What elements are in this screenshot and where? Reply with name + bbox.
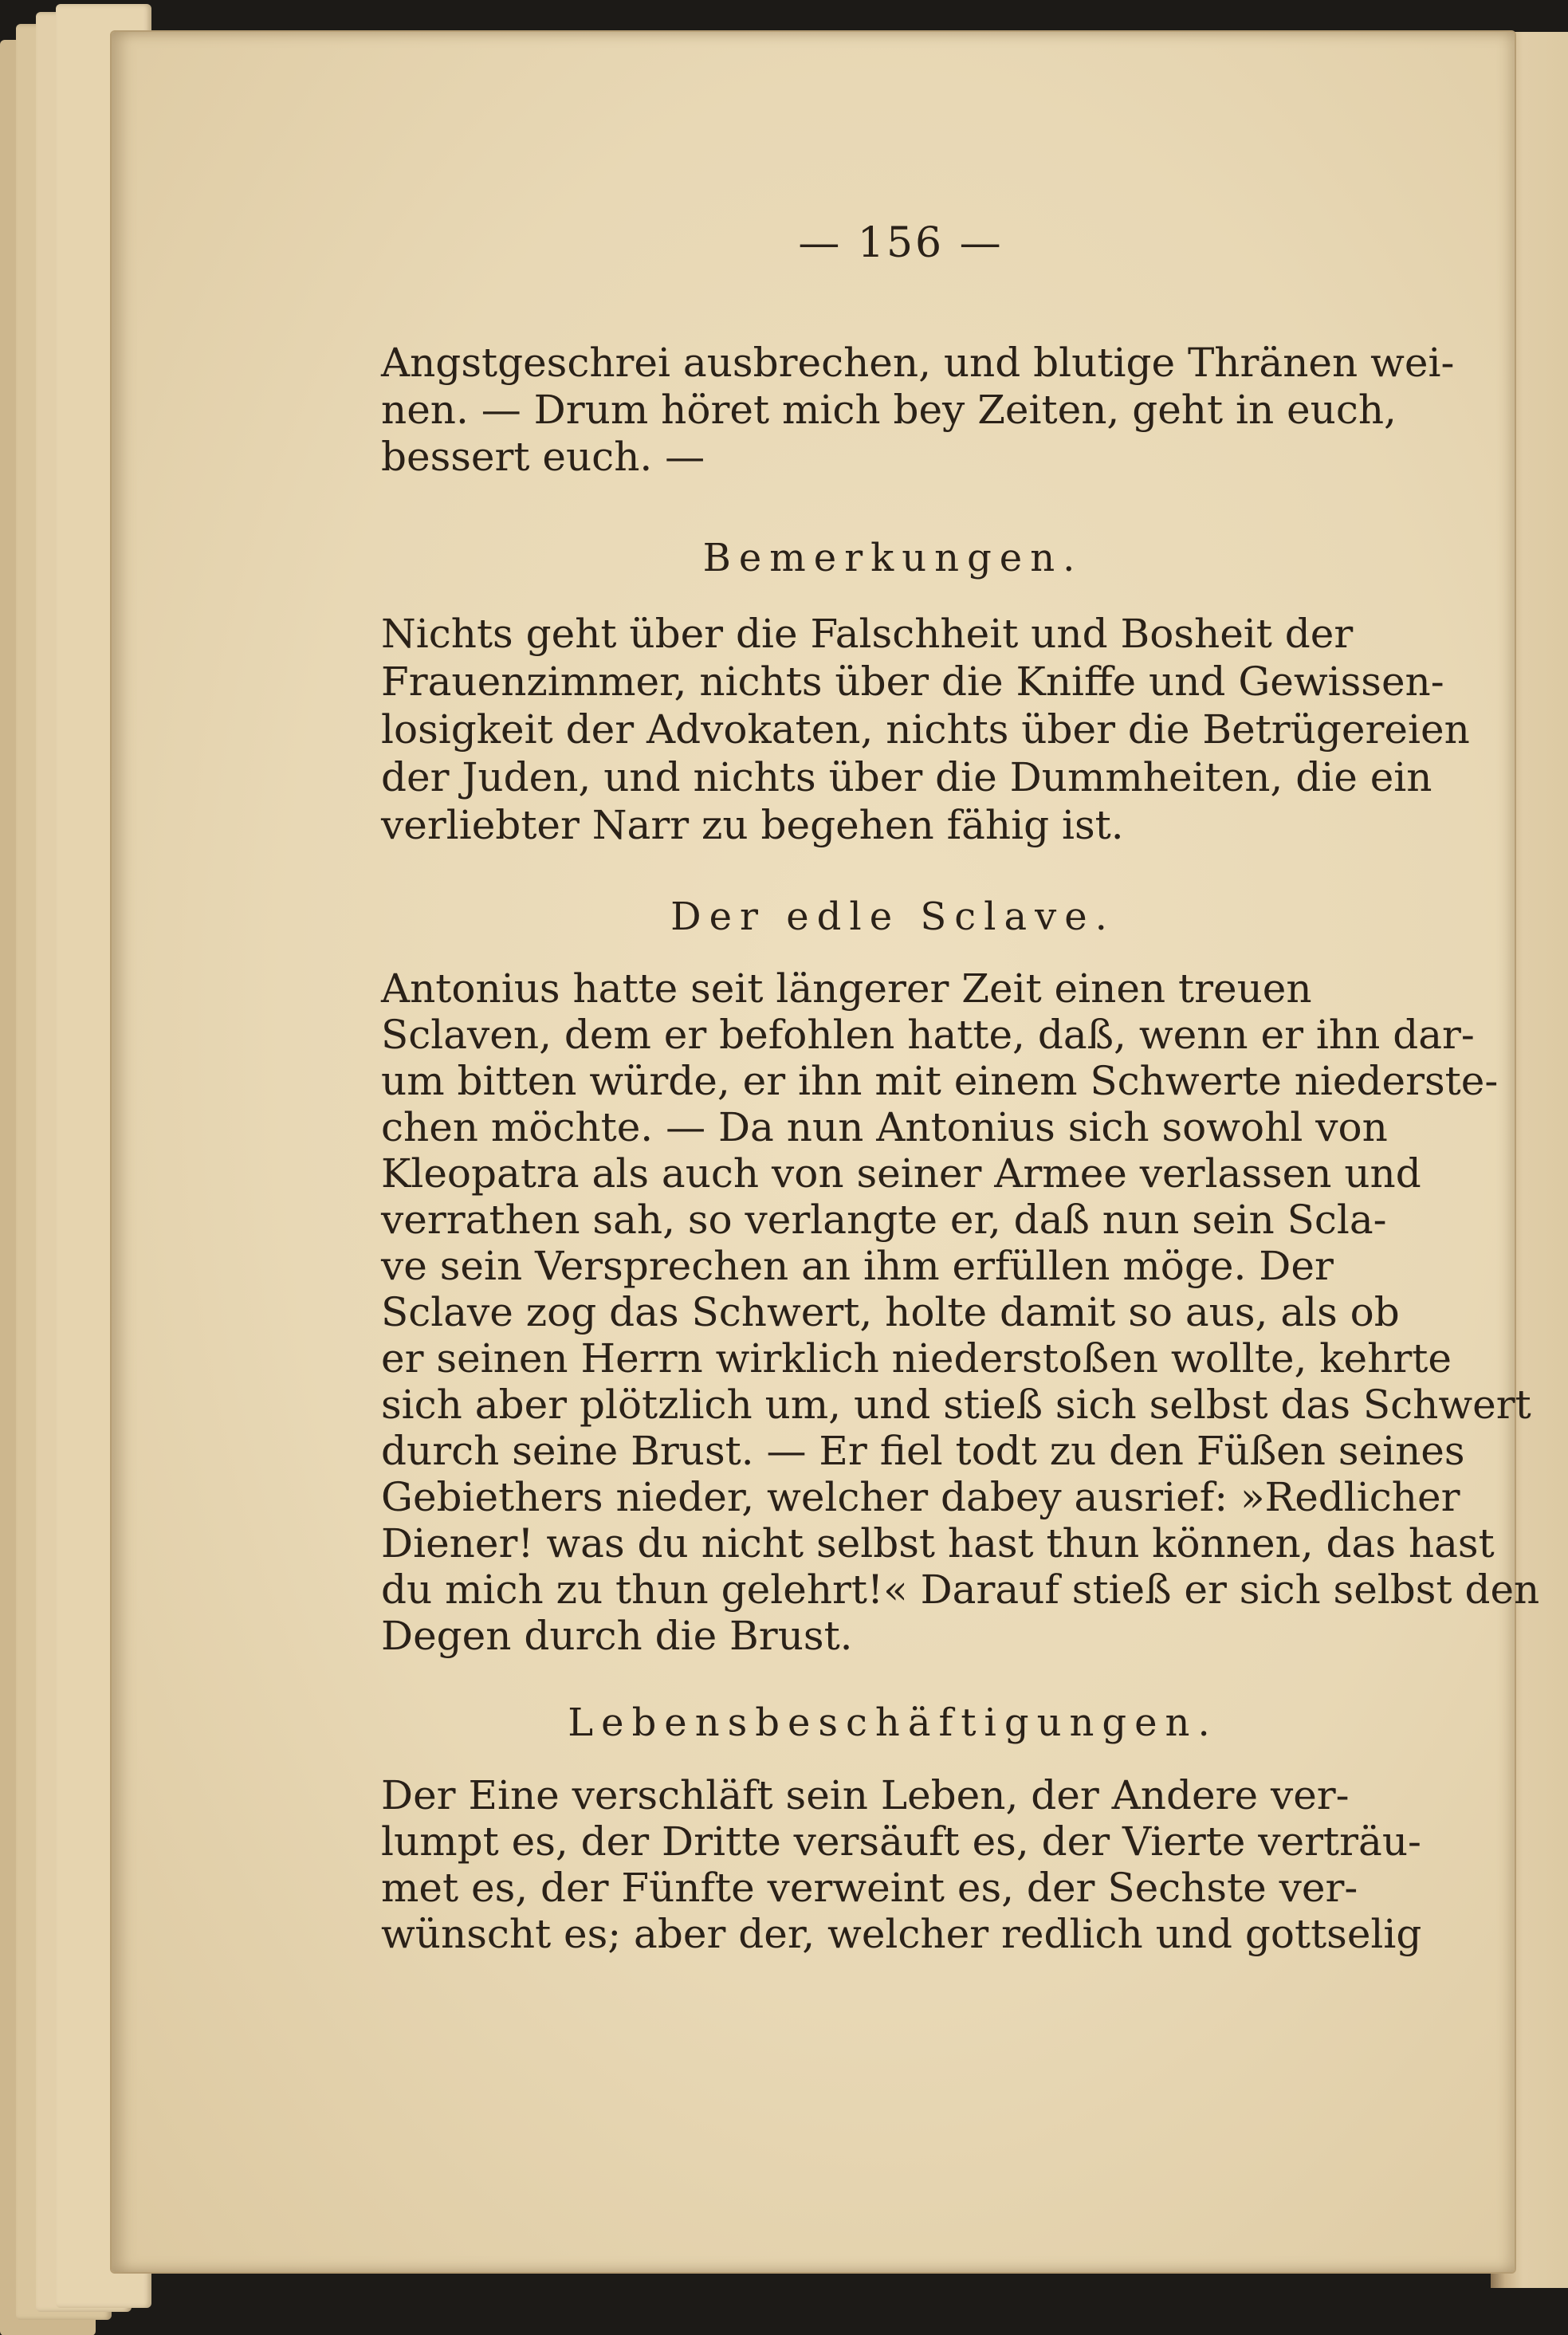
text-line: sich aber plötzlich um, und stieß sich selbst das Schwert xyxy=(381,1382,1531,1428)
text-line: Angstgeschrei ausbrechen, und blutige Thränen wei- xyxy=(381,340,1455,386)
text-line: ve sein Versprechen an ihm erfüllen möge. Der xyxy=(381,1243,1334,1289)
text-line: chen möchte. — Da nun Antonius sich sowohl von xyxy=(381,1104,1388,1150)
text-line: du mich zu thun gelehrt!« Darauf stieß er sich selbst den xyxy=(381,1566,1540,1613)
text-line: Frauenzimmer, nichts über die Kniffe und Gewissen- xyxy=(381,658,1444,705)
text-line: Kleopatra als auch von seiner Armee verlassen und xyxy=(381,1150,1421,1197)
page-number: — 156 — xyxy=(798,219,1004,267)
text-line: Diener! was du nicht selbst hast thun können, das hast xyxy=(381,1520,1495,1566)
text-line: durch seine Brust. — Er fiel todt zu den Füßen seines xyxy=(381,1428,1465,1474)
section-heading: Der edle Sclave. xyxy=(670,894,1115,939)
text-line: lumpt es, der Dritte versäuft es, der Vierte verträu- xyxy=(381,1818,1421,1865)
section-heading: Bemerkungen. xyxy=(702,536,1083,580)
text-line: wünscht es; aber der, welcher redlich und gottselig xyxy=(381,1911,1422,1957)
text-line: verliebter Narr zu begehen fähig ist. xyxy=(381,802,1124,848)
text-line: bessert euch. — xyxy=(381,434,705,480)
text-line: Sclave zog das Schwert, holte damit so aus, als ob xyxy=(381,1289,1400,1335)
text-line: met es, der Fünfte verweint es, der Sechste ver- xyxy=(381,1865,1358,1911)
text-line: nen. — Drum höret mich bey Zeiten, geht in euch, xyxy=(381,387,1397,433)
text-line: Gebiethers nieder, welcher dabey ausrief: »Redlicher xyxy=(381,1474,1460,1520)
text-line: Sclaven, dem er befohlen hatte, daß, wenn er ihn dar- xyxy=(381,1012,1475,1058)
text-line: Antonius hatte seit längerer Zeit einen treuen xyxy=(381,965,1312,1012)
text-line: Nichts geht über die Falschheit und Bosheit der xyxy=(381,611,1354,657)
book-page xyxy=(112,32,1540,2272)
text-line: Der Eine verschläft sein Leben, der Andere ver- xyxy=(381,1772,1350,1818)
text-line: Degen durch die Brust. xyxy=(381,1613,853,1659)
text-line: er seinen Herrn wirklich niederstoßen wollte, kehrte xyxy=(381,1335,1452,1382)
text-line: losigkeit der Advokaten, nichts über die Betrügereien xyxy=(381,706,1470,753)
text-line: der Juden, und nichts über die Dummheiten, die ein xyxy=(381,754,1432,800)
text-line: um bitten würde, er ihn mit einem Schwerte niederste- xyxy=(381,1058,1499,1104)
section-heading: Lebensbeschäftigungen. xyxy=(568,1700,1218,1745)
text-line: verrathen sah, so verlangte er, daß nun sein Scla- xyxy=(381,1197,1387,1243)
